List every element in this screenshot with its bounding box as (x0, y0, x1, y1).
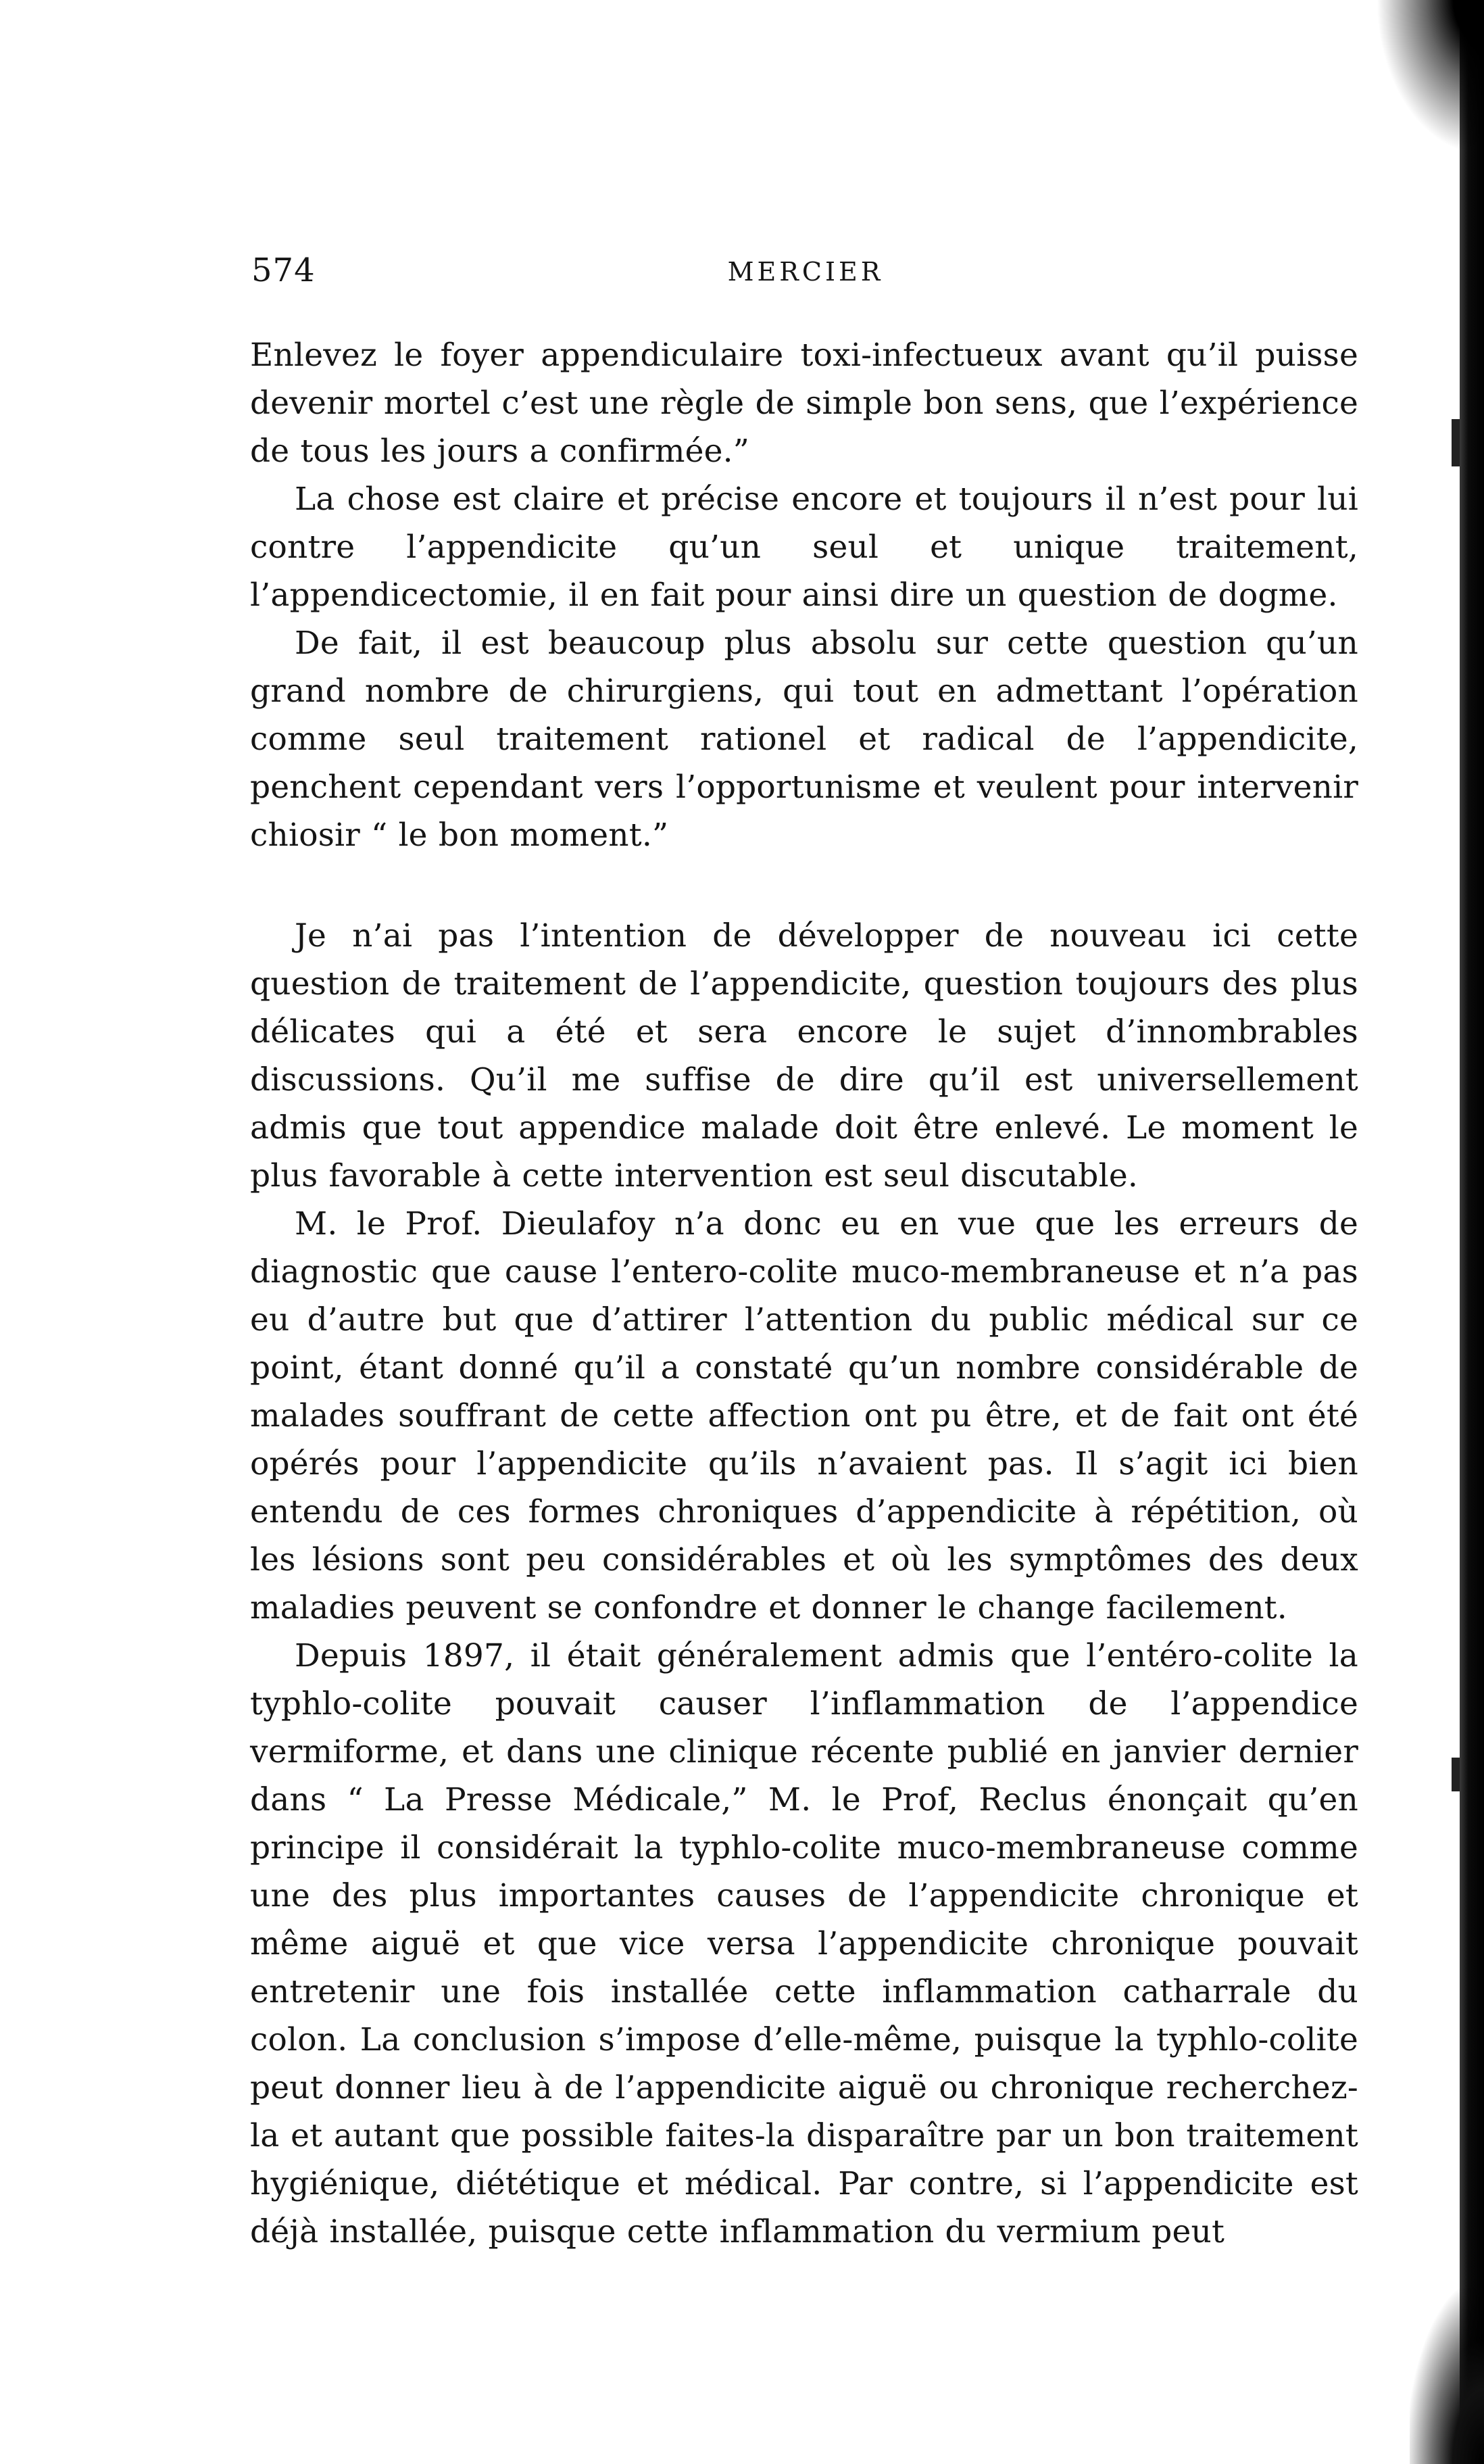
paragraph: Depuis 1897, il était généralement admis que l’entéro-colite la typhlo-colite pouvait causer l’inflammation de l’appendice vermiforme, et dans une clinique récente publié en janvier dernier dans “ La Presse Médicale,” M. le Prof, Reclus énonçait qu’en principe il considérait la typhlo-colite muco-membraneuse comme une des plus importantes causes de l’appendicite chronique et même aiguë et que vice versa l’appendicite chronique pouvait entretenir une fois installée cette inflammation catharrale du colon. La conclusion s’impose d’elle-même, puisque la typhlo-colite peut donner lieu à de l’appendicite aiguë ou chronique recherchez-la et autant que possible faites-la disparaître par un bon traitement hygiénique, diététique et médical. Par contre, si l’appendicite est déjà installée, puisque cette inflammation du vermium peut (250, 1637, 1358, 2250)
paragraph: La chose est claire et précise encore et toujours il n’est pour lui contre l’appendicite qu’un seul et unique traitement, l’appendicectomie, il en fait pour ainsi dire un question de dogme. (250, 481, 1358, 614)
paragraph: De fait, il est beaucoup plus absolu sur cette question qu’un grand nombre de chirurgiens, qui tout en admettant l’opération comme seul traitement rationel et radical de l’appendicite, penchent cependant vers l’opportunisme et veulent pour intervenir chiosir “ le bon moment.” (250, 625, 1358, 854)
binding-edge (1460, 0, 1484, 2464)
binding-shadow-bottom (1410, 2288, 1484, 2464)
scan-artifact (1452, 419, 1460, 466)
paragraph: Je n’ai pas l’intention de développer de nouveau ici cette question de traitement de l’appendicite, question toujours des plus délicates qui a été et sera encore le sujet d’innombrables discussions. Qu’il me suffise de dire qu’il est universellement admis que tout appendice malade doit être enlevé. Le moment le plus favorable à cette intervention est seul discutable. (250, 917, 1358, 1194)
page-header (251, 251, 1360, 299)
scan-artifact (1452, 1758, 1460, 1791)
running-head: MERCIER (727, 257, 884, 287)
page-number: 574 (251, 251, 316, 289)
binding-shadow-top (1376, 0, 1484, 155)
paragraph: M. le Prof. Dieulafoy n’a donc eu en vue que les erreurs de diagnostic que cause l’entero-colite muco-membraneuse et n’a pas eu d’autre but que d’attirer l’attention du public médical sur ce point, étant donné qu’il a constaté qu’un nombre considérable de malades souffrant de cette affection ont pu être, et de fait ont été opérés pour l’appendicite qu’ils n’avaient pas. Il s’agit ici bien entendu de ces formes chroniques d’appendicite à répétition, où les lésions sont peu considérables et où les symptômes des deux maladies peuvent se confondre et donner le change facilement. (250, 1205, 1358, 1626)
body-text (250, 331, 1358, 2256)
paragraph: Enlevez le foyer appendiculaire toxi-infectueux avant qu’il puisse devenir mortel c’est une règle de simple bon sens, que l’expérience de tous les jours a confirmée.” (250, 337, 1358, 470)
